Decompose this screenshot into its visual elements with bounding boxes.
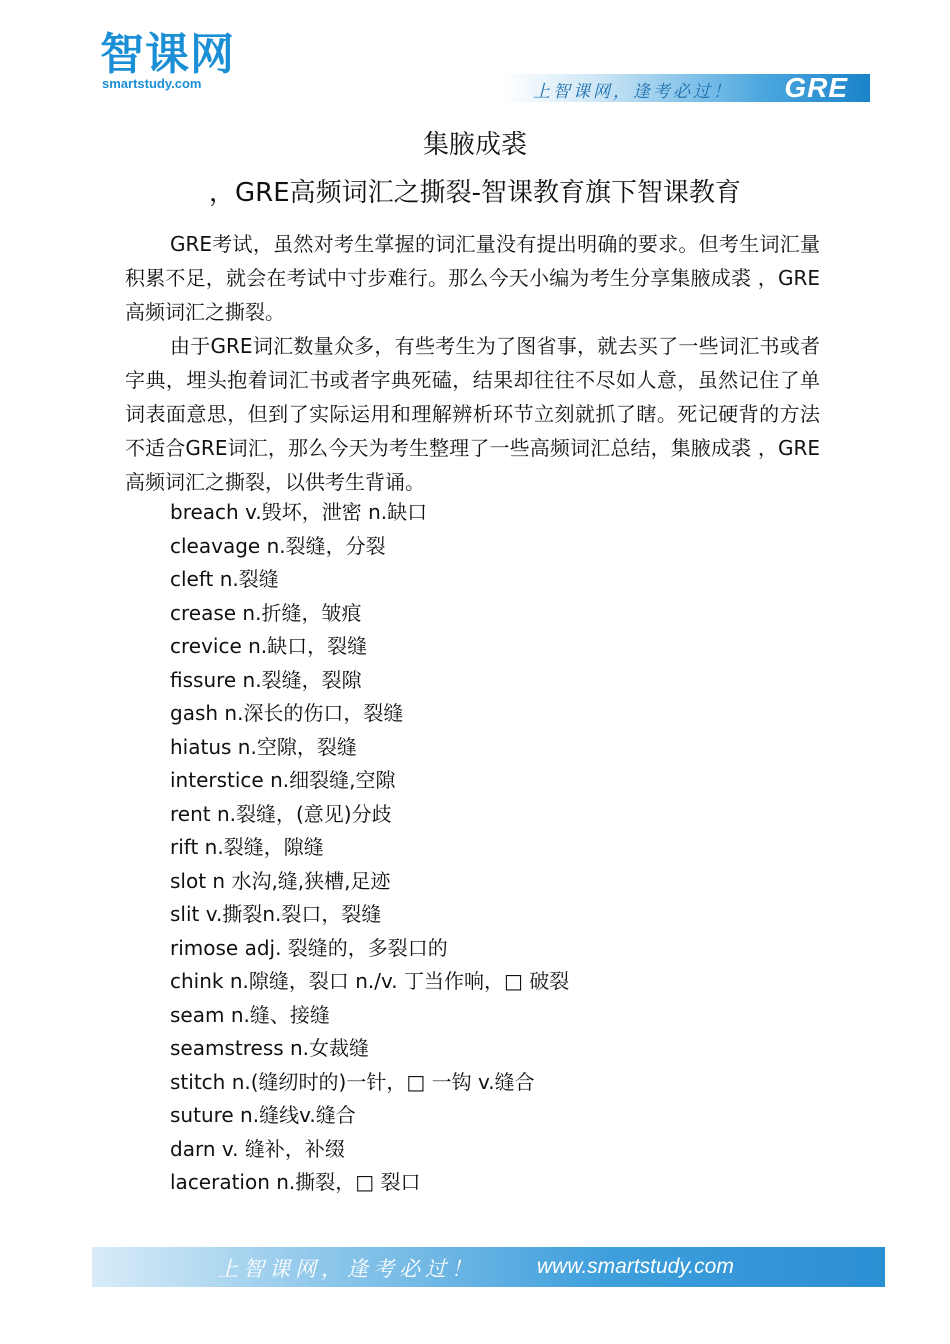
vocab-item: rift n.裂缝，隙缝 — [170, 835, 324, 859]
vocab-item: suture n.缝线v.缝合 — [170, 1103, 356, 1127]
vocab-item: fissure n.裂缝，裂隙 — [170, 667, 362, 692]
document-subtitle: ，GRE高频词汇之撕裂-智课教育旗下智课教育 — [208, 178, 742, 208]
vocab-item: laceration n.撕裂，□ 裂口 — [170, 1170, 421, 1194]
vocab-list — [170, 496, 569, 1200]
page-header — [0, 0, 950, 115]
exam-tag: GRE — [784, 72, 848, 103]
vocab-item: hiatus n.空隙，裂缝 — [170, 734, 357, 759]
header-slogan: 上智课网，逢考必过！ — [533, 82, 733, 102]
vocab-item: gash n.深长的伤口，裂缝 — [170, 701, 404, 725]
intro-paragraph: GRE考试，虽然对考生掌握的词汇量没有提出明确的要求。但考生词汇量积累不足，就会在考试中寸步难行。那么今天小编为考生分享集腋成裘 ，GRE高频词汇之撕裂。 — [125, 232, 820, 324]
vocab-item: seamstress n.女裁缝 — [170, 1036, 370, 1060]
body-paragraph: 由于GRE词汇数量众多，有些考生为了图省事，就去买了一些词汇书或者字典，埋头抱着词汇书或者字典死磕，结果却往往不尽如人意，虽然记住了单词表面意思，但到了实际运用和理解辨析环节立刻就抓了瞎。死记硬背的方法不适合GRE词汇，那么今天为考生整理了一些高频词汇总结，集腋成裘 ，GRE高频词汇之撕裂，以供考生背诵。 — [125, 334, 820, 494]
vocab-item: cleavage n.裂缝，分裂 — [170, 533, 386, 558]
vocab-item: stitch n.(缝纫时的)一针，□ 一钩 v.缝合 — [170, 1069, 535, 1094]
vocab-item: breach v.毁坏，泄密 n.缺口 — [170, 500, 428, 524]
vocab-item: interstice n.细裂缝,空隙 — [170, 768, 396, 792]
logo-chinese-text: 智课网 — [100, 29, 235, 80]
vocab-item: cleft n.裂缝 — [170, 567, 279, 591]
document-title: 集腋成裘 — [422, 130, 527, 160]
logo-url-text: smartstudy.com — [102, 76, 202, 91]
page-footer — [92, 1247, 885, 1287]
vocab-item: rent n.裂缝，(意见)分歧 — [170, 801, 392, 826]
footer-slogan: 上智课网，逢考必过！ — [217, 1257, 477, 1281]
footer-url: www.smartstudy.com — [537, 1255, 734, 1278]
vocab-item: crease n.折缝，皱痕 — [170, 600, 362, 625]
vocab-item: chink n.隙缝，裂口 n./v. 丁当作响，□ 破裂 — [170, 969, 570, 993]
header-banner — [503, 74, 870, 102]
vocab-item: rimose adj. 裂缝的，多裂口的 — [170, 935, 448, 960]
vocab-item: crevice n.缺口，裂缝 — [170, 634, 368, 658]
smartstudy-logo — [100, 30, 260, 91]
vocab-item: slit v.撕裂n.裂口，裂缝 — [170, 902, 382, 926]
vocab-item: slot n 水沟,缝,狭槽,足迹 — [170, 868, 391, 893]
vocab-item: seam n.缝、接缝 — [170, 1002, 330, 1027]
vocab-item: darn v. 缝补，补缀 — [170, 1136, 345, 1161]
